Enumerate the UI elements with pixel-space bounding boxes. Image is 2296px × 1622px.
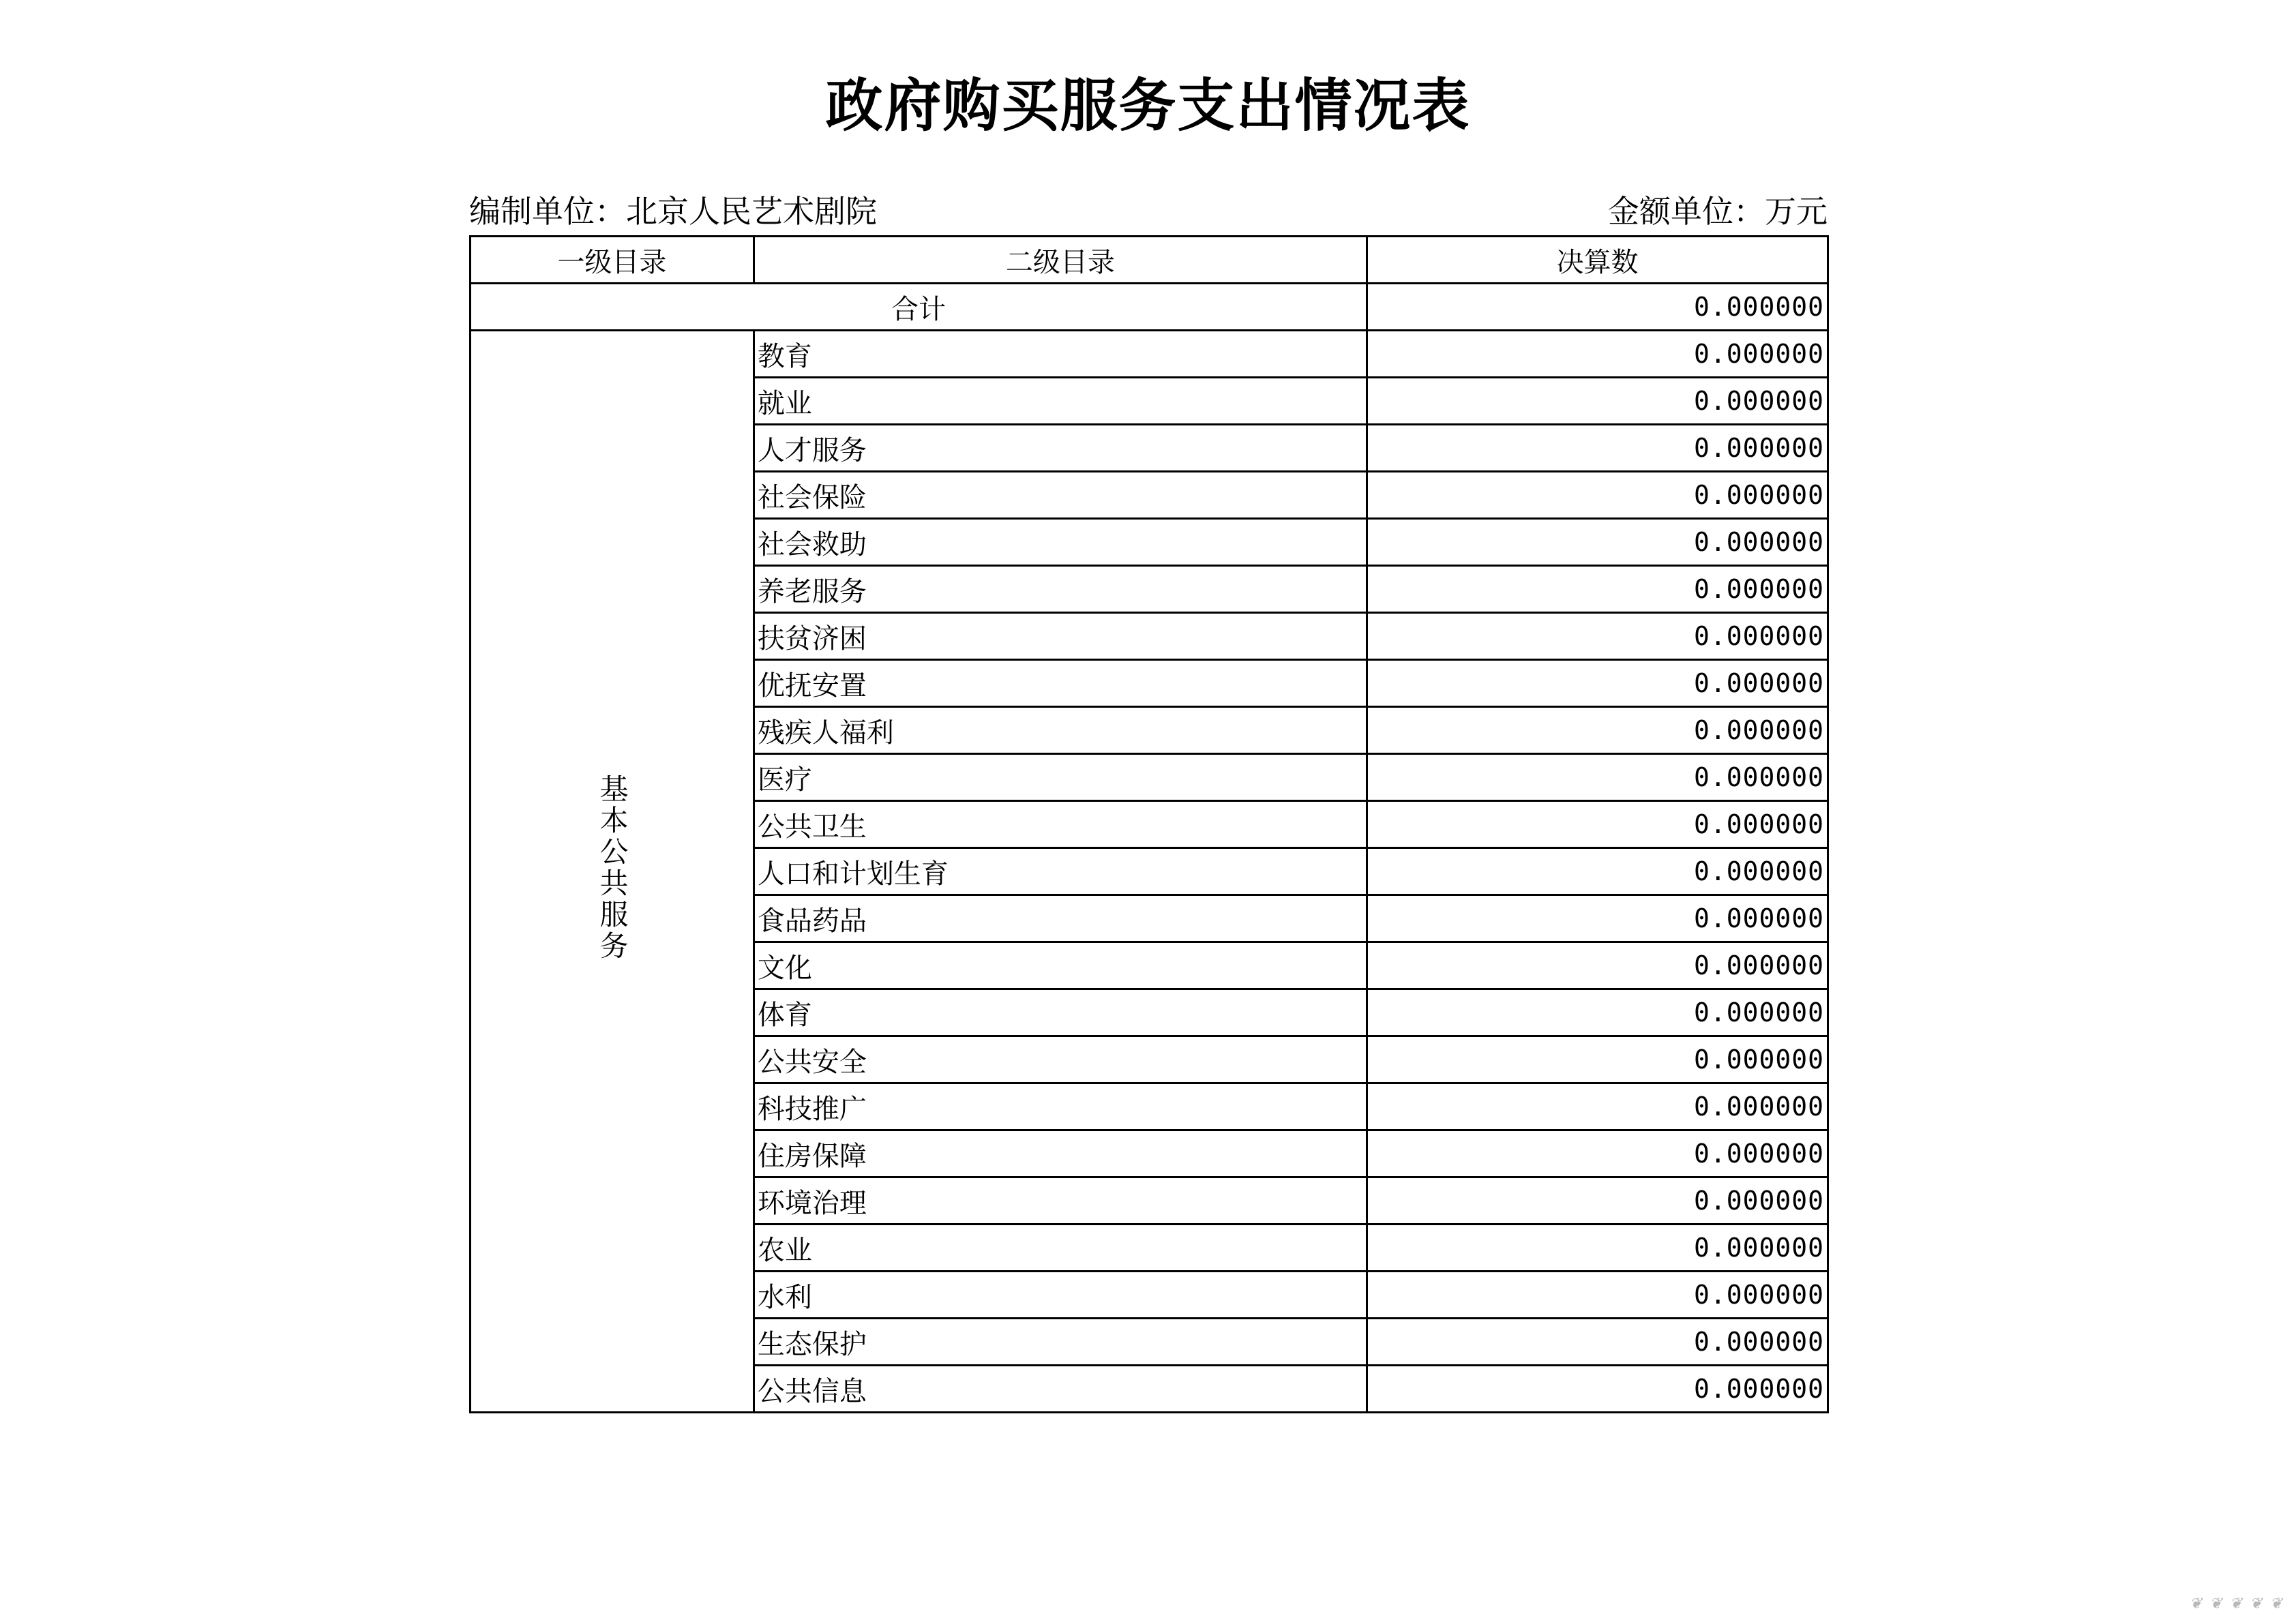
subcategory-amount: 0.000000 bbox=[1367, 989, 1828, 1036]
subcategory-name: 住房保障 bbox=[754, 1130, 1367, 1177]
subcategory-name: 生态保护 bbox=[754, 1319, 1367, 1366]
subcategory-amount: 0.000000 bbox=[1367, 472, 1828, 519]
expenditure-table bbox=[469, 235, 1829, 1413]
subcategory-amount: 0.000000 bbox=[1367, 1036, 1828, 1083]
total-row bbox=[471, 284, 1828, 331]
page-title: 政府购买服务支出情况表 bbox=[825, 72, 1471, 139]
subcategory-amount: 0.000000 bbox=[1367, 660, 1828, 707]
subcategory-amount: 0.000000 bbox=[1367, 1177, 1828, 1225]
subcategory-amount: 0.000000 bbox=[1367, 942, 1828, 989]
subcategory-amount: 0.000000 bbox=[1367, 1319, 1828, 1366]
subcategory-amount: 0.000000 bbox=[1367, 378, 1828, 425]
subcategory-amount: 0.000000 bbox=[1367, 1272, 1828, 1319]
subcategory-amount: 0.000000 bbox=[1367, 331, 1828, 378]
subcategory-amount: 0.000000 bbox=[1367, 1366, 1828, 1413]
subcategory-name: 公共卫生 bbox=[754, 801, 1367, 848]
subcategory-name: 公共信息 bbox=[754, 1366, 1367, 1413]
subcategory-name: 水利 bbox=[754, 1272, 1367, 1319]
subcategory-name: 社会救助 bbox=[754, 519, 1367, 566]
subcategory-name: 扶贫济困 bbox=[754, 613, 1367, 660]
subcategory-amount: 0.000000 bbox=[1367, 1225, 1828, 1272]
compiling-unit: 编制单位：北京人民艺术剧院 bbox=[469, 193, 877, 230]
subcategory-name: 文化 bbox=[754, 942, 1367, 989]
subcategory-amount: 0.000000 bbox=[1367, 613, 1828, 660]
subcategory-name: 食品药品 bbox=[754, 895, 1367, 942]
table-row bbox=[471, 331, 1828, 378]
subcategory-name: 社会保险 bbox=[754, 472, 1367, 519]
report-meta bbox=[469, 191, 1828, 232]
subcategory-amount: 0.000000 bbox=[1367, 566, 1828, 613]
subcategory-name: 医疗 bbox=[754, 754, 1367, 801]
subcategory-name: 人口和计划生育 bbox=[754, 848, 1367, 895]
subcategory-name: 残疾人福利 bbox=[754, 707, 1367, 754]
subcategory-name: 环境治理 bbox=[754, 1177, 1367, 1225]
header-amount: 决算数 bbox=[1367, 237, 1828, 284]
subcategory-name: 养老服务 bbox=[754, 566, 1367, 613]
total-amount: 0.000000 bbox=[1367, 284, 1828, 331]
subcategory-amount: 0.000000 bbox=[1367, 519, 1828, 566]
subcategory-name: 人才服务 bbox=[754, 425, 1367, 472]
watermark-signature: ❦ ❦ ❦ ❦ ❦ bbox=[2189, 1595, 2284, 1612]
currency-unit: 金额单位：万元 bbox=[1608, 193, 1828, 230]
subcategory-name: 体育 bbox=[754, 989, 1367, 1036]
table-header-row bbox=[471, 237, 1828, 284]
subcategory-amount: 0.000000 bbox=[1367, 707, 1828, 754]
subcategory-amount: 0.000000 bbox=[1367, 754, 1828, 801]
subcategory-name: 优抚安置 bbox=[754, 660, 1367, 707]
subcategory-name: 就业 bbox=[754, 378, 1367, 425]
total-label: 合计 bbox=[471, 284, 1367, 331]
category-group-label: 基本公共服务 bbox=[595, 774, 629, 962]
subcategory-amount: 0.000000 bbox=[1367, 1130, 1828, 1177]
subcategory-amount: 0.000000 bbox=[1367, 848, 1828, 895]
subcategory-amount: 0.000000 bbox=[1367, 1083, 1828, 1130]
subcategory-name: 农业 bbox=[754, 1225, 1367, 1272]
header-level1: 一级目录 bbox=[471, 237, 754, 284]
category-group-cell bbox=[471, 331, 754, 1413]
subcategory-amount: 0.000000 bbox=[1367, 895, 1828, 942]
subcategory-name: 公共安全 bbox=[754, 1036, 1367, 1083]
header-level2: 二级目录 bbox=[754, 237, 1367, 284]
subcategory-name: 教育 bbox=[754, 331, 1367, 378]
subcategory-name: 科技推广 bbox=[754, 1083, 1367, 1130]
subcategory-amount: 0.000000 bbox=[1367, 801, 1828, 848]
subcategory-amount: 0.000000 bbox=[1367, 425, 1828, 472]
